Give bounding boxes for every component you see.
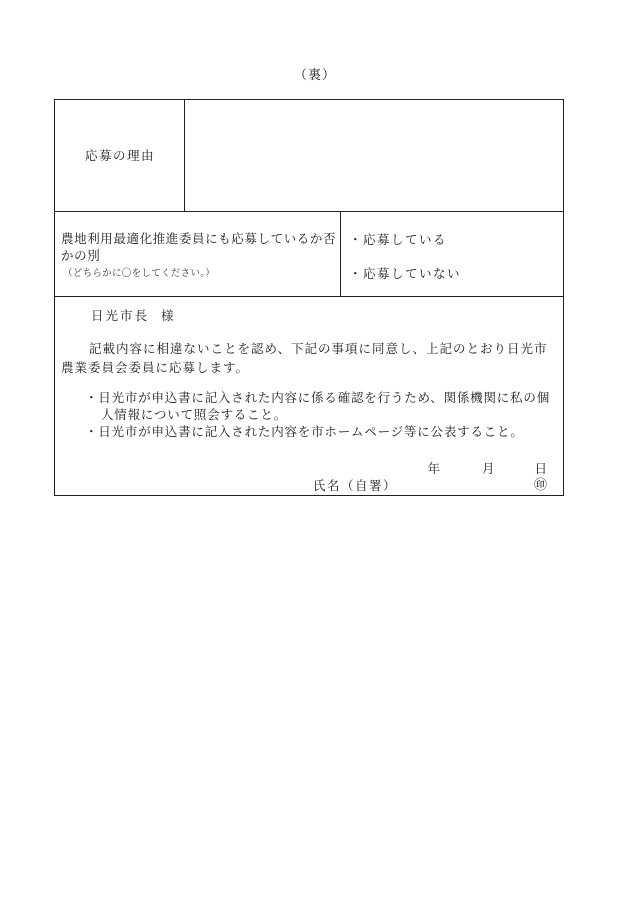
- addressee-honorific: 様: [161, 308, 176, 323]
- signature-label: 氏名（自署）: [313, 478, 398, 493]
- date-year: 年: [427, 461, 440, 476]
- other-committee-row: [55, 212, 563, 297]
- option-not-applied[interactable]: ・応募していない: [349, 266, 462, 281]
- date-day: 日: [534, 461, 547, 476]
- seal-icon: ㊞: [533, 478, 547, 493]
- other-committee-question-cell: [55, 212, 341, 296]
- consent-item: ・日光市が申込書に記入された内容に係る確認を行うため、関係機関に私の個人情報について照会すること。: [85, 390, 551, 422]
- reason-label: 応募の理由: [84, 148, 155, 163]
- reason-field[interactable]: [185, 100, 563, 211]
- declaration-text: 記載内容に相違ないことを認め、下記の事項に同意し、上記のとおり日光市農業委員会委員に応募します。: [61, 341, 548, 375]
- application-form-table: [54, 99, 564, 496]
- date-month: 月: [481, 461, 495, 476]
- addressee: [91, 306, 176, 324]
- reason-label-cell: [55, 100, 185, 211]
- date-line[interactable]: [427, 459, 547, 477]
- reason-row: [55, 100, 563, 212]
- other-committee-question: 農地利用最適化推進委員にも応募しているか否かの別: [61, 231, 337, 263]
- consent-item: ・日光市が申込書に記入された内容を市ホームページ等に公表すること。: [85, 424, 524, 439]
- option-applied[interactable]: ・応募している: [349, 232, 448, 247]
- other-committee-note: （どちらかに〇をしてください。）: [63, 268, 216, 279]
- addressee-name: 日光市長: [91, 308, 150, 323]
- consent-items: [85, 389, 555, 440]
- page-heading: （裏）: [293, 68, 336, 83]
- other-committee-options: [341, 212, 563, 296]
- declaration-section: [55, 297, 563, 495]
